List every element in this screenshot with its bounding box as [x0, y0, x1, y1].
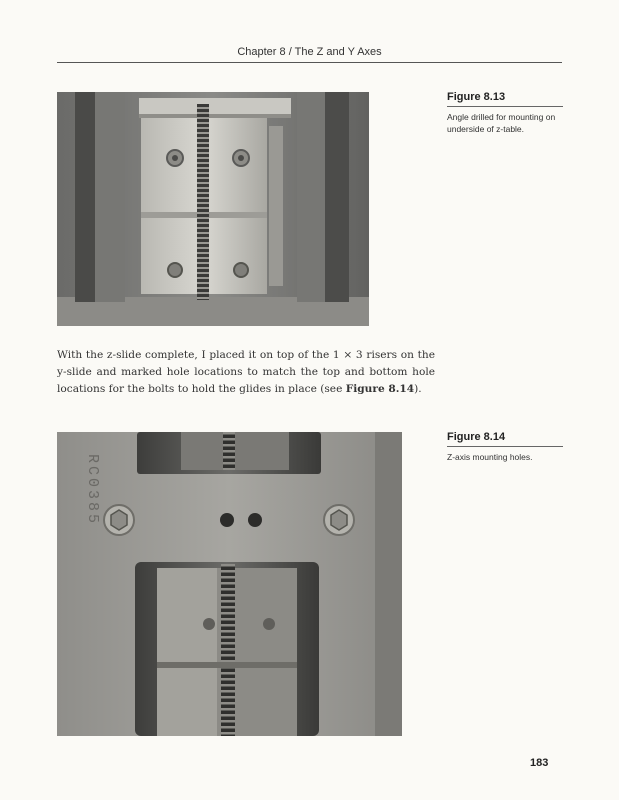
- running-header: Chapter 8 / The Z and Y Axes: [237, 46, 382, 58]
- paragraph-text: With the z-slide complete, I placed it on top of the 1 × 3 risers on the y-slide and marked hole locations to match the top and bottom hole locations for the bolts to hold the glides in place (see: [57, 349, 435, 395]
- figure-8-14-photo: [57, 432, 402, 736]
- figure-8-13-photo: [57, 92, 369, 326]
- body-paragraph: [57, 347, 435, 398]
- figure-caption-text: Angle drilled for mounting on underside of z-table.: [447, 112, 556, 134]
- figure-8-14-caption: [447, 431, 563, 463]
- figure-label: Figure 8.13: [447, 91, 563, 107]
- stamped-serial: RC0385: [84, 454, 101, 527]
- page-number: 183: [530, 757, 549, 769]
- figure-8-13-caption: [447, 91, 563, 135]
- figure-label: Figure 8.14: [447, 431, 563, 447]
- figure-caption-text: Z-axis mounting holes.: [447, 452, 533, 462]
- header-rule: [57, 62, 562, 63]
- paragraph-text-end: ).: [414, 383, 422, 395]
- figure-reference: Figure 8.14: [345, 383, 415, 395]
